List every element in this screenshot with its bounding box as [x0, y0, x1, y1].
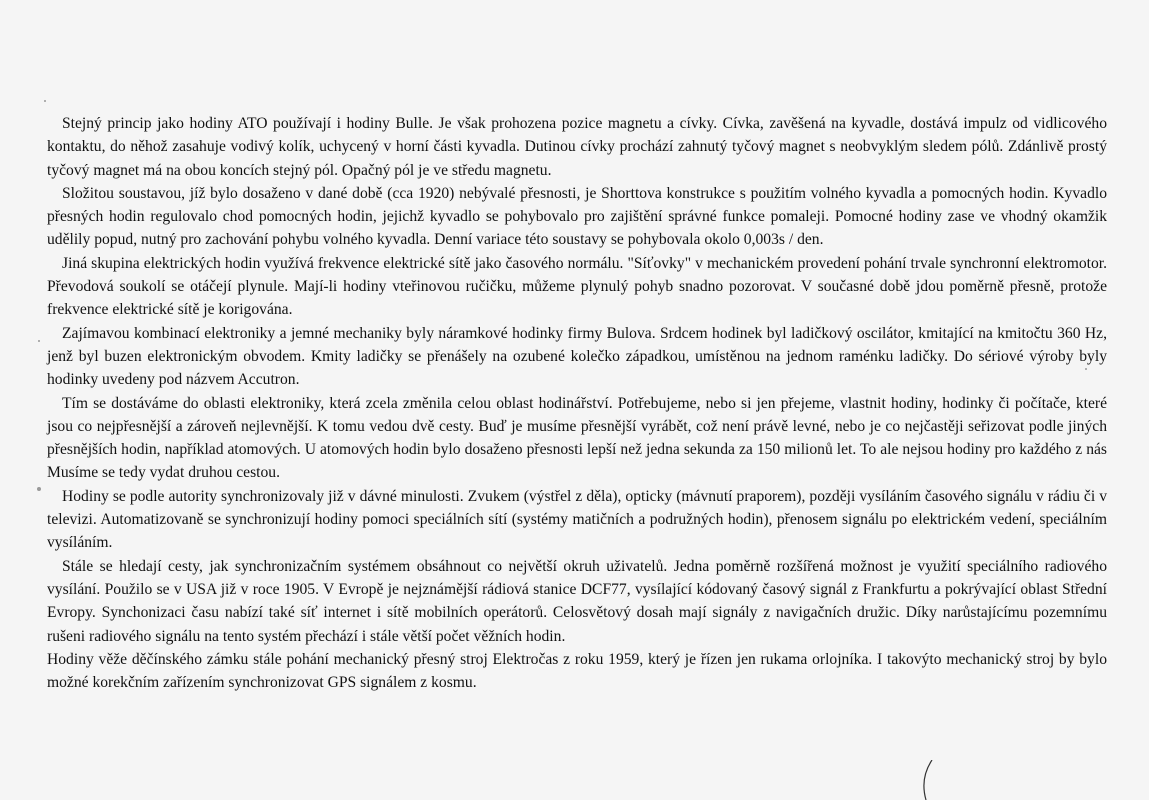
scan-speck: [38, 340, 40, 342]
paragraph-5: Tím se dostáváme do oblasti elektroniky, která zcela změnila celou oblast hodinářství. Potřebujeme, nebo si jen přejeme, vlastnit hodiny, hodinky či počítače, které jsou co nejpřesnější a zároveň nejlevnější. K tomu vedou dvě cesty. Buď je musíme přesnější vyrábět, což není právě levné, nebo je co nejčastěji seřizovat podle jiných přesnějších hodin, například atomových. U atomových hodin bylo dosaženo přesnosti lepší než jedna sekunda za 150 milionů let. To ale nejsou hodiny pro každého z nás Musíme se tedy vydat druhou cestou.: [47, 394, 1107, 482]
paragraph-8: Hodiny věže děčínského zámku stále pohání mechanický přesný stroj Elektročas z roku 1959, který je řízen jen rukama orlojníka. I takovýto mechanický stroj by bylo možné korekčním zařízením synchronizovat GPS signálem z kosmu.: [47, 650, 1107, 692]
pen-mark: [918, 760, 958, 800]
scan-speck: [37, 487, 41, 491]
paragraph-1: Stejný princip jako hodiny ATO používají i hodiny Bulle. Je však prohozena pozice magnetu a cívky. Cívka, zavěšená na kyvadle, dostává impulz od vidlicového kontaktu, do něhož zasahuje vodivý kolík, uchycený v horní části kyvadla. Dutinou cívky prochází zahnutý tyčový magnet s neobvyklým sledem pólů. Zdánlivě prostý tyčový magnet má na obou koncích stejný pól. Opačný pól je ve středu magnetu.: [47, 115, 1107, 179]
paragraph-7: Stále se hledají cesty, jak synchronizačním systémem obsáhnout co největší okruh uživatelů. Jedna poměrně rozšířená možnost je využití speciálního radiového vysílání. Použilo se v USA již v roce 1905. V Evropě je nejznámější rádiová stanice DCF77, vysílající kódovaný časový signál z Frankfurtu a pokrývající oblast Střední Evropy. Synchonizaci času nabízí také síť internet i sítě mobilních operátorů. Celosvětový dosah mají signály z navigačních družic. Díky narůstajícímu pozemnímu rušeni radiového signálu na tento systém přechází i stále větší počet věžních hodin.: [47, 557, 1107, 645]
paragraph-4: Zajímavou kombinací elektroniky a jemné mechaniky byly náramkové hodinky firmy Bulova. Srdcem hodinek byl ladičkový oscilátor, kmitající na kmitočtu 360 Hz, jenž byl buzen elektronickým obvodem. Kmity ladičky se přenášely na ozubené kolečko západkou, umístěnou na jednom raménku ladičky. Do sériové výroby byly hodinky uvedeny pod názvem Accutron.: [47, 324, 1107, 389]
document-body: [47, 112, 1107, 694]
paragraph-3: Jiná skupina elektrických hodin využívá frekvence elektrické sítě jako časového normálu. "Síťovky" v mechanickém provedení pohání trvale synchronní elektromotor. Převodová soukolí se otáčejí plynule. Mají-li hodiny vteřinovou ručičku, můžeme plynulý pohyb snadno pozorovat. V současné době jdou poměrně přesně, protože frekvence elektrické sítě je korigována.: [47, 254, 1107, 319]
scan-speck: [44, 100, 46, 102]
paragraph-6: Hodiny se podle autority synchronizovaly již v dávné minulosti. Zvukem (výstřel z děla), opticky (mávnutí praporem), později vysíláním časového signálu v rádiu či v televizi. Automatizovaně se synchronizují hodiny pomoci speciálních sítí (systémy matičních a podružných hodin), přenosem signálu po elektrickém vedení, speciálním vysíláním.: [47, 487, 1107, 552]
paragraph-2: Složitou soustavou, jíž bylo dosaženo v dané době (cca 1920) nebývalé přesnosti, je Shorttova konstrukce s použitím volného kyvadla a pomocných hodin. Kyvadlo přesných hodin regulovalo chod pomocných hodin, jejichž kyvadlo se pohybovalo pro zajištění správné funkce pomaleji. Pomocné hodiny zase ve vhodný okamžik udělily popud, nutný pro zachování pohybu volného kyvadla. Denní variace této soustavy se pohybovala okolo 0,003s / den.: [47, 184, 1107, 249]
